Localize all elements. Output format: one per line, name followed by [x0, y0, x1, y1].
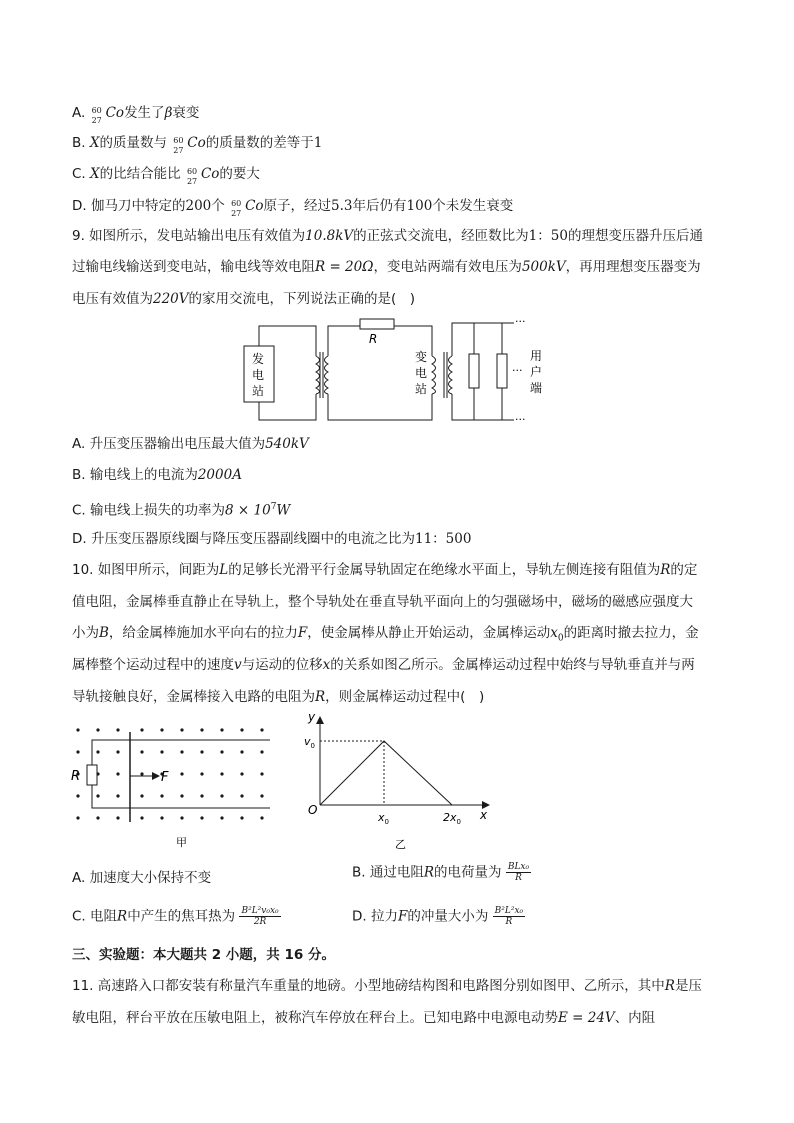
field-dot: [160, 750, 163, 753]
dots-top: ···: [515, 315, 526, 328]
field-dot: [116, 750, 119, 753]
field-dot: [240, 728, 243, 731]
q10-stem-line5: 导轨接触良好，金属棒接入电路的电阻为R，则金属棒运动过程中( ): [72, 689, 485, 705]
q8-option-d: D. 伽马刀中特定的200个 60 27 Co原子，经过5.3年后仍有100个未发生衰变: [72, 198, 514, 218]
magnetic-field-dots: [76, 728, 263, 819]
q8-option-c: C. X的比结合能比 60 27 Co的要大: [72, 166, 260, 186]
velocity-curve: [320, 741, 452, 805]
generator-label-2: 电: [252, 368, 265, 382]
figure-yi-caption: 乙: [395, 838, 406, 851]
generator-label-3: 站: [252, 384, 265, 398]
q10-stem-line1: 10. 如图甲所示，间距为L的足够长光滑平行金属导轨固定在绝缘水平面上，导轨左侧连接有阻值为R的定: [72, 562, 698, 578]
line-resistor: [360, 319, 394, 329]
field-dot: [140, 728, 143, 731]
q11-stem-line1: 11. 高速路入口都安装有称量汽车重量的地磅。小型地磅结构图和电路图分别如图甲、乙所示，其中R是压: [72, 978, 702, 994]
field-dot: [220, 772, 223, 775]
field-dot: [240, 816, 243, 819]
field-dot: [200, 750, 203, 753]
q9-stem-line1: 9. 如图所示，发电站输出电压有效值为10.8kV的正弦式交流电，经匝数比为1：50的理想变压器升压后通: [72, 228, 703, 244]
force-arrowhead: [152, 772, 160, 780]
field-dot: [96, 750, 99, 753]
field-dot: [76, 794, 79, 797]
field-dot: [160, 816, 163, 819]
origin-label: O: [308, 803, 318, 817]
field-dot: [200, 772, 203, 775]
field-dot: [200, 816, 203, 819]
q10-option-c: C. 电阻R中产生的焦耳热为 $\frac{\text{B²L²v₀x₀}}{2R}$: [72, 906, 279, 927]
q9-stem-line2: 过输电线输送到变电站，输电线等效电阻R = 20Ω，变电站两端有效电压为500kV，再用理想变压器变为: [72, 259, 701, 275]
y-arrowhead: [316, 716, 324, 724]
q10-option-d: D. 拉力F的冲量大小为 $\frac{\text{B²L²x₀}}{R}$: [352, 906, 524, 927]
field-dot: [260, 728, 263, 731]
substation-label-2: 电: [415, 366, 428, 380]
field-dot: [160, 794, 163, 797]
substation-label-1: 变: [415, 350, 428, 364]
field-dot: [220, 816, 223, 819]
field-dot: [220, 794, 223, 797]
generator-label-1: 发: [252, 352, 265, 366]
field-dot: [200, 728, 203, 731]
resistor-label: R: [71, 769, 81, 784]
v0-label: $v_0$: [304, 735, 315, 750]
q10-figure-yi: [300, 708, 500, 856]
q10-stem-line4: 属棒整个运动过程中的速度v与运动的位移x的关系如图乙所示。金属棒运动过程中始终与导轨垂直并与两: [72, 657, 695, 673]
user-label-1: 用: [530, 349, 543, 363]
section-3-heading: 三、实验题：本大题共 2 小题，共 16 分。: [72, 947, 335, 963]
q9-option-b: B. 输电线上的电流为2000A: [72, 467, 242, 483]
field-dot: [240, 794, 243, 797]
q11-stem-line2: 敏电阻，秤台平放在压敏电阻上，被称汽车停放在秤台上。已知电路中电源电动势E = 24V、内阻: [72, 1010, 656, 1026]
step-down-primary-coil: [432, 356, 436, 394]
q10-figure-jia: [66, 718, 280, 854]
field-dot: [76, 728, 79, 731]
dots-middle: ···: [512, 364, 523, 377]
x0-label: $x_0$: [378, 811, 389, 826]
step-up-primary-coil: [316, 356, 320, 394]
line-resistance-label: R: [369, 332, 378, 346]
field-dot: [140, 794, 143, 797]
figure-jia-caption: 甲: [176, 836, 187, 849]
q10-option-b: B. 通过电阻R的电荷量为 $\frac{\text{BLx₀}}{R}$: [352, 862, 530, 883]
field-dot: [116, 772, 119, 775]
field-dot: [260, 772, 263, 775]
field-dot: [96, 728, 99, 731]
q9-stem-line3: 电压有效值为220V的家用交流电，下列说法正确的是( ): [72, 291, 416, 307]
field-dot: [240, 750, 243, 753]
field-dot: [220, 728, 223, 731]
field-dot: [76, 750, 79, 753]
q8-option-b: B. X的质量数与 60 27 Co的质量数的差等于1: [72, 135, 323, 155]
user-label-3: 端: [530, 381, 543, 395]
q9-option-a: A. 升压变压器输出电压最大值为540kV: [72, 436, 309, 452]
field-dot: [260, 816, 263, 819]
q10-stem-line2: 值电阻，金属棒垂直静止在导轨上，整个导轨处在垂直导轨平面向上的匀强磁场中，磁场的磁感应强度大: [72, 594, 693, 610]
field-dot: [96, 794, 99, 797]
q9-circuit-diagram: [236, 312, 556, 430]
2x0-label: $2x_0$: [443, 811, 461, 826]
step-up-secondary-coil: [325, 356, 329, 394]
field-dot: [140, 750, 143, 753]
fixed-resistor: [87, 765, 97, 785]
q8-option-a: A. 60 27 Co发生了β衰变: [72, 105, 200, 125]
field-dot: [180, 772, 183, 775]
cobalt-isotope: 60 27: [91, 106, 102, 125]
field-dot: [116, 794, 119, 797]
field-dot: [260, 750, 263, 753]
field-dot: [140, 816, 143, 819]
user-label-2: 户: [530, 365, 543, 379]
field-dot: [140, 772, 143, 775]
q10-option-a: A. 加速度大小保持不变: [72, 870, 212, 886]
field-dot: [260, 794, 263, 797]
q10-stem-line3: 小为B，给金属棒施加水平向右的拉力F，使金属棒从静止开始运动，金属棒运动$x_0$的距离时撤去拉力，金: [72, 625, 699, 644]
field-dot: [240, 772, 243, 775]
substation-label-3: 站: [415, 382, 428, 396]
field-dot: [200, 794, 203, 797]
field-dot: [180, 750, 183, 753]
field-dot: [96, 816, 99, 819]
field-dot: [116, 728, 119, 731]
x-axis-label: x: [480, 808, 488, 822]
q9-option-d: D. 升压变压器原线圈与降压变压器副线圈中的电流之比为11：500: [72, 531, 472, 547]
field-dot: [220, 750, 223, 753]
y-axis-label: y: [308, 710, 316, 724]
load-resistor-2: [497, 354, 507, 388]
dots-bottom: ···: [515, 413, 526, 426]
field-dot: [180, 794, 183, 797]
q9-option-c: C. 输电线上损失的功率为$8 \times 10^7W$: [72, 502, 291, 519]
load-resistor-1: [469, 354, 479, 388]
field-dot: [180, 816, 183, 819]
field-dot: [180, 728, 183, 731]
field-dot: [160, 728, 163, 731]
force-label: F: [161, 770, 169, 785]
field-dot: [76, 816, 79, 819]
field-dot: [116, 816, 119, 819]
step-down-secondary-coil: [449, 356, 453, 394]
